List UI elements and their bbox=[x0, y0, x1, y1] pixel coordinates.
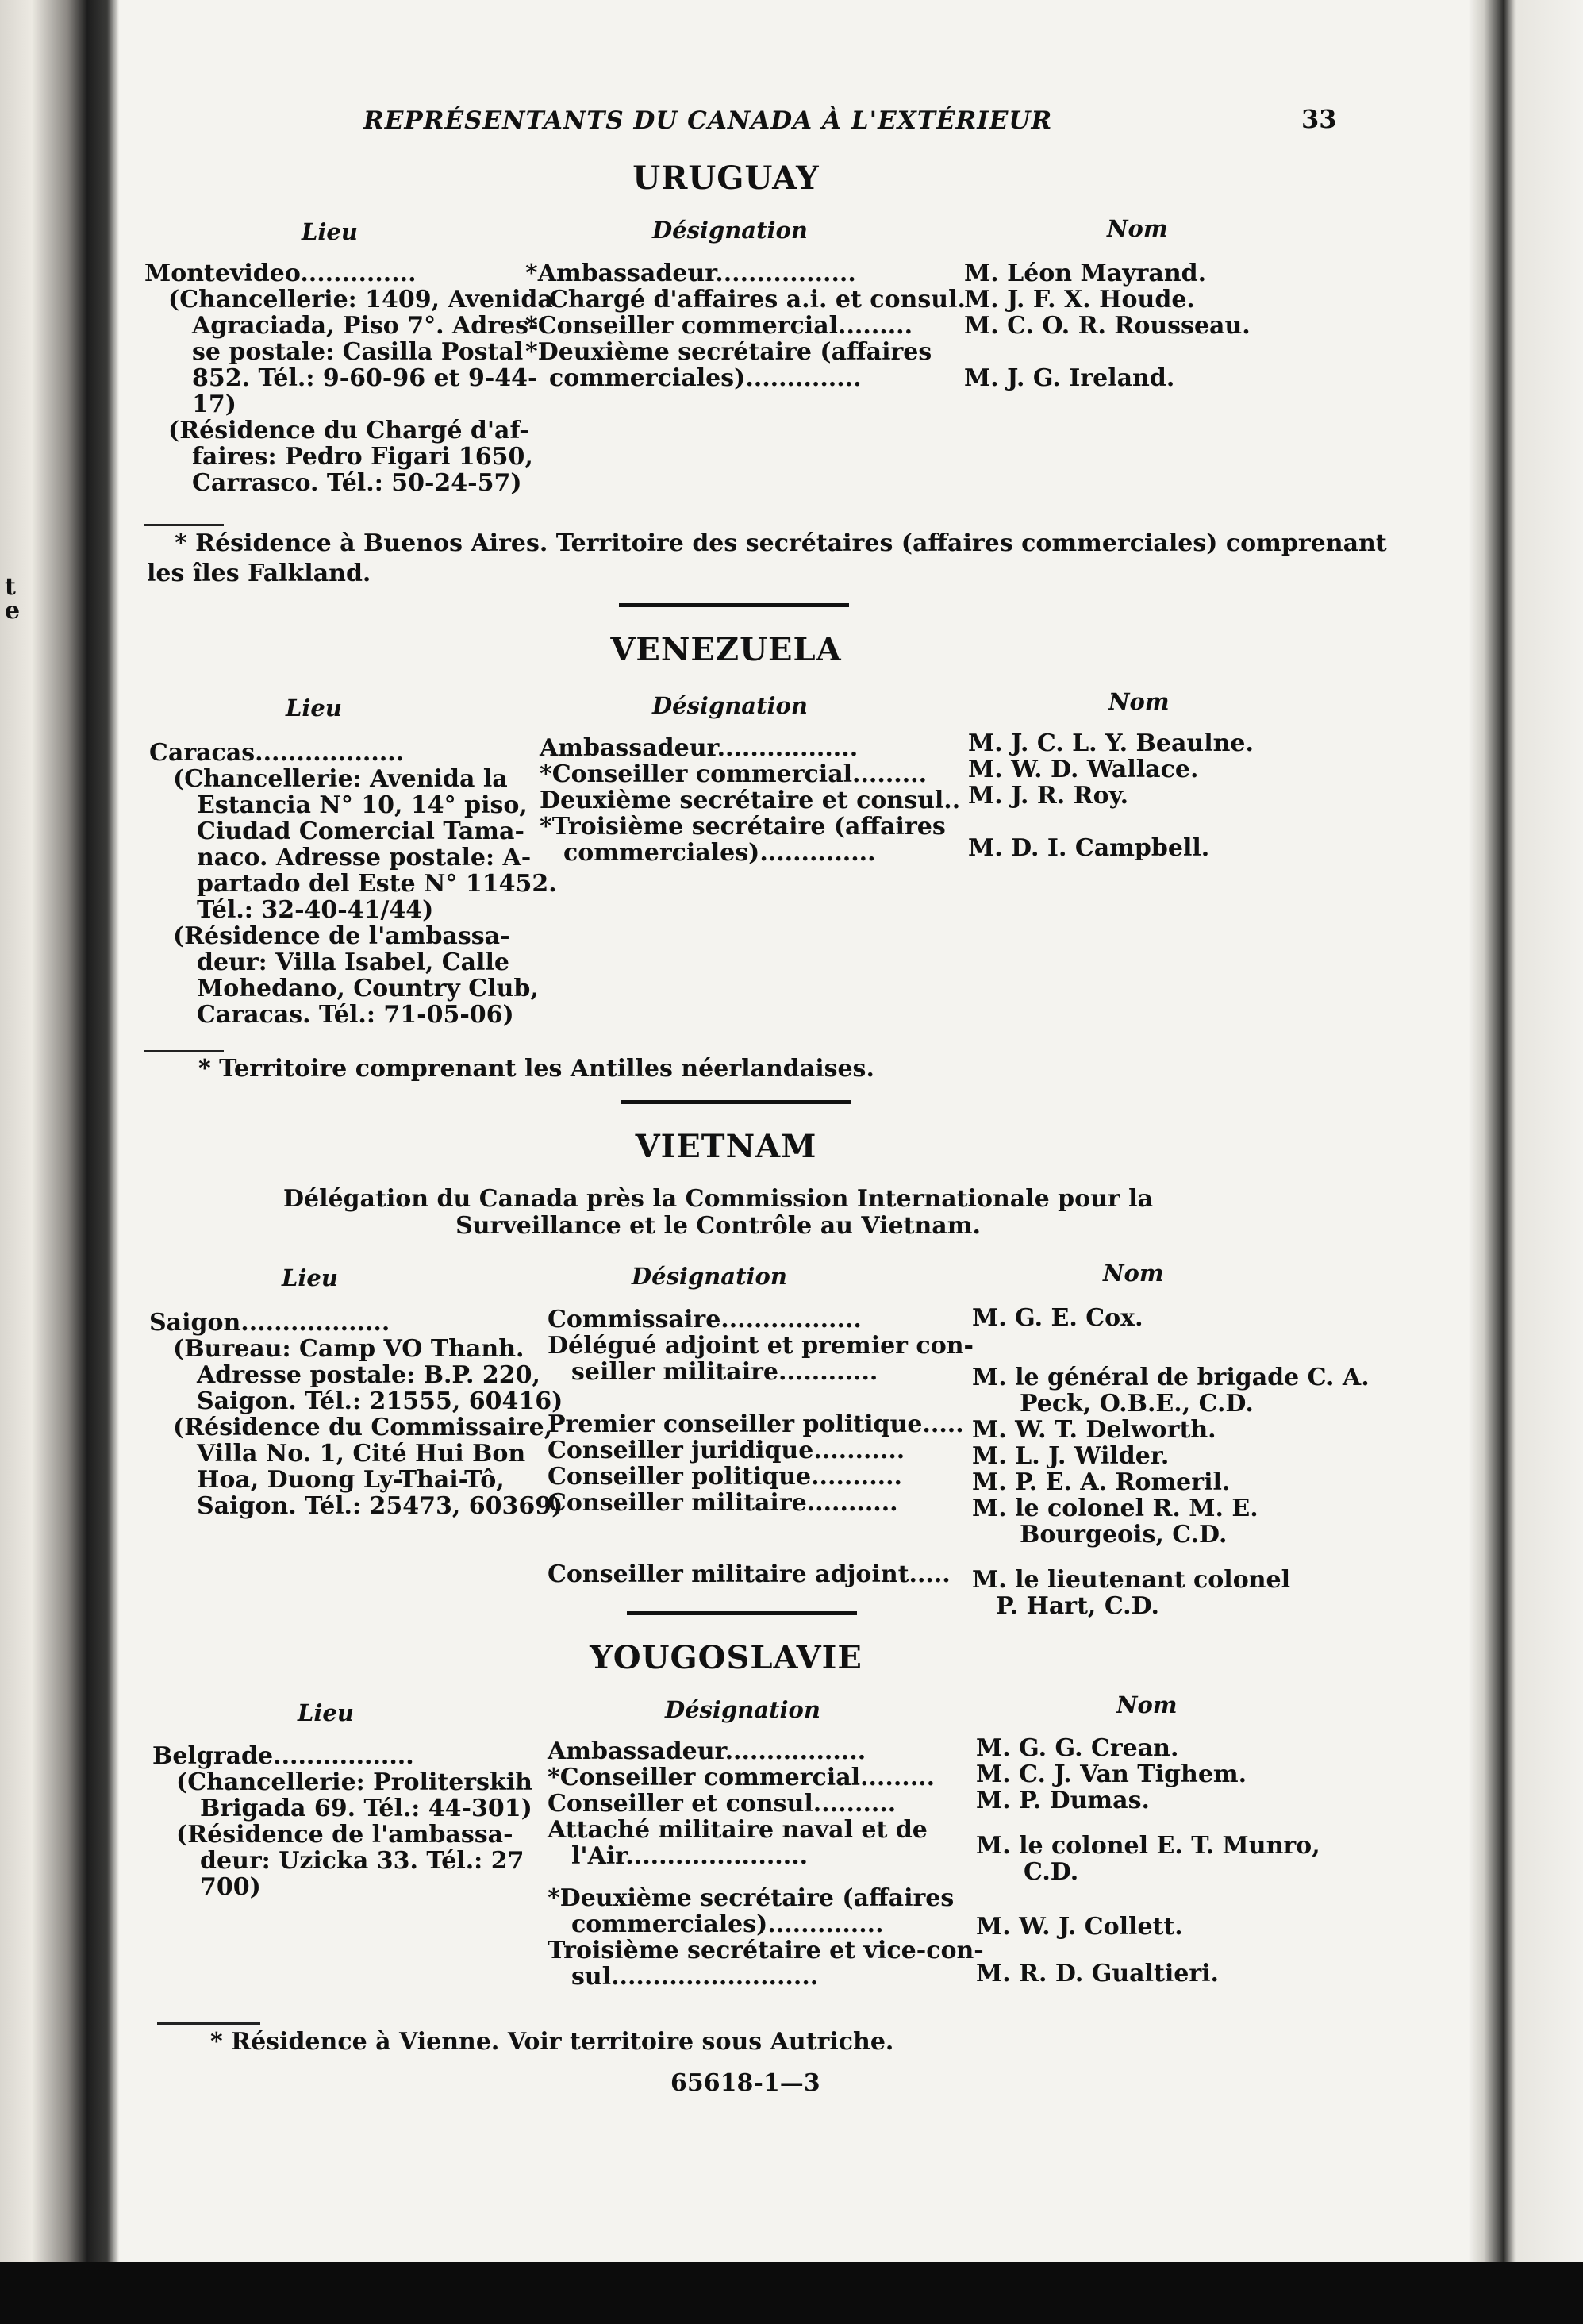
uruguay-nom bbox=[964, 260, 1251, 391]
column-header-designation: Désignation bbox=[652, 217, 808, 244]
column-header-designation: Désignation bbox=[632, 1263, 787, 1290]
lieu-line: Caracas.................. bbox=[149, 739, 405, 767]
designation-line: Deuxième secrétaire et consul.. bbox=[540, 787, 961, 814]
lieu-line: Brigada 69. Tél.: 44-301) bbox=[200, 1795, 532, 1822]
nom-line: M. J. F. X. Houde. bbox=[964, 286, 1195, 314]
designation-line: l'Air...................... bbox=[571, 1842, 809, 1870]
yougoslavie-footnote: * Résidence à Vienne. Voir territoire sous Autriche. bbox=[210, 2028, 894, 2056]
nom-line: M. J. G. Ireland. bbox=[964, 364, 1175, 392]
lieu-line: naco. Adresse postale: A- bbox=[197, 844, 532, 872]
nom-line: M. Léon Mayrand. bbox=[964, 260, 1207, 287]
lieu-line: se postale: Casilla Postal bbox=[192, 338, 524, 366]
nom-line: M. le colonel E. T. Munro, bbox=[976, 1832, 1320, 1860]
edge-text-1: t bbox=[5, 573, 16, 601]
designation-line: Attaché militaire naval et de bbox=[548, 1816, 928, 1844]
column-header-nom: Nom bbox=[1116, 1691, 1178, 1718]
lieu-line: Saigon.................. bbox=[149, 1309, 390, 1337]
designation-line: Commissaire................. bbox=[548, 1306, 862, 1333]
lieu-line: 700) bbox=[200, 1873, 261, 1901]
uruguay-lieu bbox=[144, 260, 553, 496]
nom-line: M. L. J. Wilder. bbox=[972, 1442, 1170, 1470]
section-title-uruguay: URUGUAY bbox=[632, 160, 820, 197]
scan-right-edge bbox=[1468, 0, 1583, 2262]
scan-left-edge bbox=[0, 0, 119, 2262]
section-divider bbox=[627, 1611, 857, 1615]
venezuela-footnote: * Territoire comprenant les Antilles néerlandaises. bbox=[198, 1055, 874, 1083]
uruguay-footnote-1: * Résidence à Buenos Aires. Territoire des secrétaires (affaires commerciales) comprenant bbox=[175, 529, 1387, 557]
designation-line: Conseiller et consul.......... bbox=[548, 1790, 897, 1818]
venezuela-lieu bbox=[149, 740, 557, 1028]
vietnam-subtitle-1: Délégation du Canada près la Commission Internationale pour la bbox=[282, 1185, 1154, 1213]
lieu-line: (Résidence du Chargé d'af- bbox=[168, 417, 529, 444]
nom-line: M. le lieutenant colonel bbox=[972, 1566, 1291, 1594]
nom-line: C.D. bbox=[1024, 1858, 1079, 1886]
column-header-lieu: Lieu bbox=[302, 218, 358, 245]
section-divider bbox=[619, 603, 849, 607]
designation-line: Ambassadeur................. bbox=[540, 734, 859, 762]
designation-line: commerciales).............. bbox=[563, 839, 876, 867]
footnote-rule bbox=[144, 1050, 224, 1052]
yougoslavie-lieu bbox=[152, 1743, 532, 1900]
lieu-line: deur: Villa Isabel, Calle bbox=[197, 948, 509, 976]
designation-line: sul......................... bbox=[571, 1963, 819, 1991]
lieu-line: Ciudad Comercial Tama- bbox=[197, 818, 524, 845]
nom-line: M. C. O. R. Rousseau. bbox=[964, 312, 1251, 340]
vietnam-designation bbox=[548, 1306, 974, 1587]
column-header-nom: Nom bbox=[1108, 688, 1170, 715]
nom-line: M. P. E. A. Romeril. bbox=[972, 1468, 1231, 1496]
venezuela-designation bbox=[540, 735, 960, 866]
lieu-line: Villa No. 1, Cité Hui Bon bbox=[197, 1440, 526, 1468]
designation-line: Premier conseiller politique..... bbox=[548, 1410, 964, 1438]
designation-line: Conseiller militaire adjoint..... bbox=[548, 1560, 951, 1588]
scan-bottom-edge bbox=[0, 2262, 1583, 2324]
nom-line: M. W. T. Delworth. bbox=[972, 1416, 1216, 1444]
column-header-designation: Désignation bbox=[652, 692, 808, 719]
vietnam-nom bbox=[972, 1305, 1370, 1619]
designation-line: *Conseiller commercial......... bbox=[540, 760, 928, 788]
lieu-line: (Chancellerie: Proliterskih bbox=[176, 1768, 532, 1796]
designation-line: Ambassadeur................. bbox=[548, 1737, 866, 1765]
nom-line: M. le colonel R. M. E. bbox=[972, 1495, 1258, 1522]
lieu-line: Hoa, Duong Ly-Thai-Tô, bbox=[197, 1466, 505, 1494]
designation-line: *Conseiller commercial......... bbox=[525, 312, 913, 340]
lieu-line: Saigon. Tél.: 21555, 60416) bbox=[197, 1387, 563, 1415]
lieu-line: Carrasco. Tél.: 50-24-57) bbox=[192, 469, 522, 497]
uruguay-designation bbox=[525, 260, 966, 391]
lieu-line: (Résidence de l'ambassa- bbox=[176, 1821, 513, 1849]
column-header-lieu: Lieu bbox=[286, 695, 342, 721]
uruguay-footnote-2: les îles Falkland. bbox=[147, 560, 371, 587]
section-title-vietnam: VIETNAM bbox=[635, 1128, 817, 1165]
nom-line: M. D. I. Campbell. bbox=[968, 834, 1210, 862]
lieu-line: faires: Pedro Figari 1650, bbox=[192, 443, 533, 471]
designation-line: Délégué adjoint et premier con- bbox=[548, 1332, 974, 1360]
lieu-line: (Bureau: Camp VO Thanh. bbox=[173, 1335, 524, 1363]
nom-line: Peck, O.B.E., C.D. bbox=[1020, 1390, 1254, 1418]
lieu-line: deur: Uzicka 33. Tél.: 27 bbox=[200, 1847, 524, 1875]
column-header-lieu: Lieu bbox=[282, 1264, 338, 1291]
designation-line: *Deuxième secrétaire (affaires bbox=[548, 1884, 955, 1912]
document-page bbox=[119, 0, 1468, 2262]
lieu-line: Caracas. Tél.: 71-05-06) bbox=[197, 1001, 514, 1029]
nom-line: M. G. G. Crean. bbox=[976, 1734, 1179, 1762]
vietnam-subtitle-2: Surveillance et le Contrôle au Vietnam. bbox=[455, 1212, 981, 1240]
designation-line: commerciales).............. bbox=[549, 364, 862, 392]
column-header-designation: Désignation bbox=[665, 1696, 820, 1723]
designation-line: Chargé d'affaires a.i. et consul. bbox=[549, 286, 966, 314]
lieu-line: Montevideo.............. bbox=[144, 260, 417, 287]
nom-line: M. W. D. Wallace. bbox=[968, 756, 1199, 783]
footnote-rule bbox=[157, 2022, 260, 2025]
designation-line: Troisième secrétaire et vice-con- bbox=[548, 1937, 984, 1964]
section-divider bbox=[621, 1100, 851, 1104]
running-title: REPRÉSENTANTS DU CANADA À L'EXTÉRIEUR bbox=[363, 106, 1053, 135]
venezuela-nom bbox=[968, 730, 1254, 861]
nom-line: M. le général de brigade C. A. bbox=[972, 1364, 1370, 1391]
column-header-lieu: Lieu bbox=[298, 1699, 354, 1726]
designation-line: *Ambassadeur................. bbox=[525, 260, 856, 287]
footnote-rule bbox=[144, 524, 224, 526]
nom-line: P. Hart, C.D. bbox=[996, 1592, 1160, 1620]
yougoslavie-designation bbox=[548, 1738, 984, 1990]
nom-line: M. J. C. L. Y. Beaulne. bbox=[968, 729, 1254, 757]
nom-line: M. G. E. Cox. bbox=[972, 1304, 1143, 1332]
section-title-venezuela: VENEZUELA bbox=[610, 631, 842, 668]
nom-line: M. P. Dumas. bbox=[976, 1787, 1150, 1814]
vietnam-lieu bbox=[149, 1310, 563, 1519]
lieu-line: Estancia N° 10, 14° piso, bbox=[197, 791, 528, 819]
designation-line: *Troisième secrétaire (affaires bbox=[540, 813, 946, 841]
lieu-line: (Résidence de l'ambassa- bbox=[173, 922, 510, 950]
designation-line: seiller militaire............ bbox=[571, 1358, 878, 1386]
lieu-line: 852. Tél.: 9-60-96 et 9-44- bbox=[192, 364, 538, 392]
nom-line: M. W. J. Collett. bbox=[976, 1913, 1183, 1941]
lieu-line: Mohedano, Country Club, bbox=[197, 975, 539, 1002]
lieu-line: (Chancellerie: Avenida la bbox=[173, 765, 508, 793]
lieu-line: (Résidence du Commissaire, bbox=[173, 1414, 553, 1441]
lieu-line: partado del Este N° 11452. bbox=[197, 870, 557, 898]
designation-line: Conseiller juridique........... bbox=[548, 1437, 905, 1464]
nom-line: M. C. J. Van Tighem. bbox=[976, 1760, 1247, 1788]
print-code: 65618-1—3 bbox=[670, 2069, 820, 2097]
nom-line: Bourgeois, C.D. bbox=[1020, 1521, 1228, 1549]
nom-line: M. R. D. Gualtieri. bbox=[976, 1960, 1220, 1987]
column-header-nom: Nom bbox=[1103, 1260, 1164, 1287]
section-title-yougoslavie: YOUGOSLAVIE bbox=[590, 1639, 863, 1676]
column-header-nom: Nom bbox=[1107, 215, 1168, 242]
page-number: 33 bbox=[1301, 104, 1337, 134]
nom-line: M. J. R. Roy. bbox=[968, 782, 1129, 810]
yougoslavie-nom bbox=[976, 1735, 1320, 1987]
designation-line: Conseiller militaire........... bbox=[548, 1489, 898, 1517]
lieu-line: Agraciada, Piso 7°. Adres- bbox=[192, 312, 539, 340]
designation-line: *Conseiller commercial......... bbox=[548, 1764, 936, 1791]
lieu-line: Saigon. Tél.: 25473, 60369) bbox=[197, 1492, 563, 1520]
lieu-line: Tél.: 32-40-41/44) bbox=[197, 896, 434, 924]
designation-line: *Deuxième secrétaire (affaires bbox=[525, 338, 932, 366]
lieu-line: 17) bbox=[192, 391, 236, 418]
designation-line: commerciales).............. bbox=[571, 1910, 884, 1938]
lieu-line: (Chancellerie: 1409, Avenida bbox=[168, 286, 553, 314]
designation-line: Conseiller politique........... bbox=[548, 1463, 902, 1491]
lieu-line: Adresse postale: B.P. 220, bbox=[197, 1361, 540, 1389]
lieu-line: Belgrade................. bbox=[152, 1742, 414, 1770]
edge-text-2: e bbox=[5, 597, 21, 625]
